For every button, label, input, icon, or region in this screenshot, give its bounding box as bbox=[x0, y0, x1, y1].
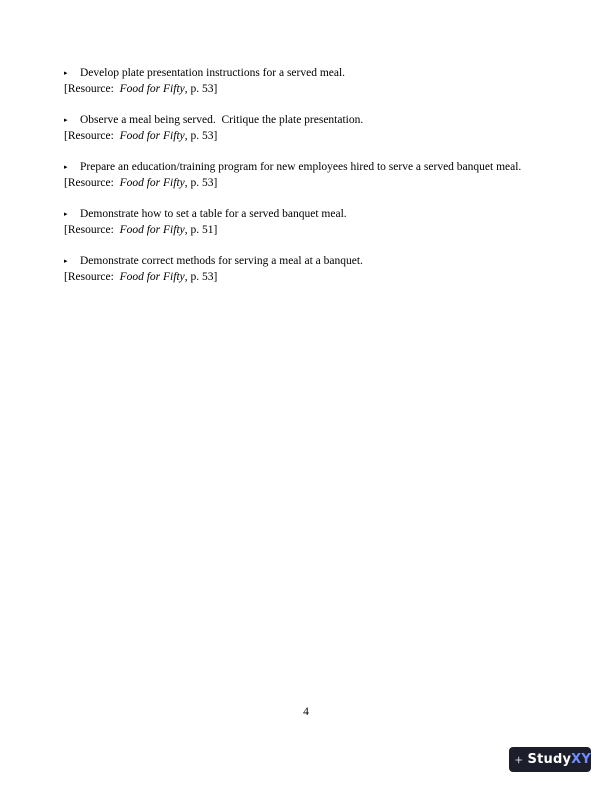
resource-title: Food for Fifty bbox=[119, 177, 185, 189]
resource-title: Food for Fifty bbox=[119, 130, 185, 142]
resource-title: Food for Fifty bbox=[119, 83, 185, 95]
bullet-icon: ▸ bbox=[64, 163, 68, 171]
bullet-icon: ▸ bbox=[64, 116, 68, 124]
resource-title: Food for Fifty bbox=[119, 224, 185, 236]
page-number: 4 bbox=[303, 706, 309, 718]
resource-prefix: [Resource: bbox=[64, 130, 120, 142]
resource-prefix: [Resource: bbox=[64, 271, 120, 283]
item-text: Develop plate presentation instructions for a served meal. bbox=[80, 67, 346, 79]
item-text: Observe a meal being served. Critique the plate presentation. bbox=[80, 114, 364, 126]
resource-suffix: , p. 51] bbox=[184, 224, 218, 236]
bullet-line bbox=[64, 207, 584, 223]
resource-citation bbox=[64, 176, 584, 191]
resource-citation bbox=[64, 270, 584, 285]
resource-citation bbox=[64, 129, 584, 144]
bullet-icon: ▸ bbox=[64, 210, 68, 218]
list-item bbox=[64, 160, 584, 191]
resource-citation bbox=[64, 82, 584, 97]
resource-suffix: , p. 53] bbox=[184, 271, 218, 283]
resource-prefix: [Resource: bbox=[64, 177, 120, 189]
resource-suffix: , p. 53] bbox=[184, 83, 218, 95]
logo-text bbox=[528, 752, 591, 767]
plus-icon bbox=[515, 752, 523, 768]
bullet-line bbox=[64, 254, 584, 270]
resource-prefix: [Resource: bbox=[64, 224, 120, 236]
bullet-line bbox=[64, 160, 584, 176]
bullet-icon: ▸ bbox=[64, 69, 68, 77]
list-item bbox=[64, 207, 584, 238]
bullet-icon: ▸ bbox=[64, 257, 68, 265]
list-item bbox=[64, 66, 584, 97]
document-body bbox=[64, 66, 584, 301]
item-text: Prepare an education/training program for new employees hired to serve a served banquet meal. bbox=[80, 161, 522, 173]
resource-citation bbox=[64, 223, 584, 238]
resource-title: Food for Fifty bbox=[119, 271, 185, 283]
studyxy-logo[interactable] bbox=[509, 747, 591, 772]
bullet-line bbox=[64, 113, 584, 129]
list-item bbox=[64, 113, 584, 144]
resource-suffix: , p. 53] bbox=[184, 130, 218, 142]
item-text: Demonstrate how to set a table for a served banquet meal. bbox=[80, 208, 347, 220]
resource-prefix: [Resource: bbox=[64, 83, 120, 95]
resource-suffix: , p. 53] bbox=[184, 177, 218, 189]
list-item bbox=[64, 254, 584, 285]
item-text: Demonstrate correct methods for serving a meal at a banquet. bbox=[80, 255, 363, 267]
logo-text-accent: XY bbox=[571, 752, 591, 767]
logo-text-main: Study bbox=[527, 752, 572, 767]
bullet-line bbox=[64, 66, 584, 82]
